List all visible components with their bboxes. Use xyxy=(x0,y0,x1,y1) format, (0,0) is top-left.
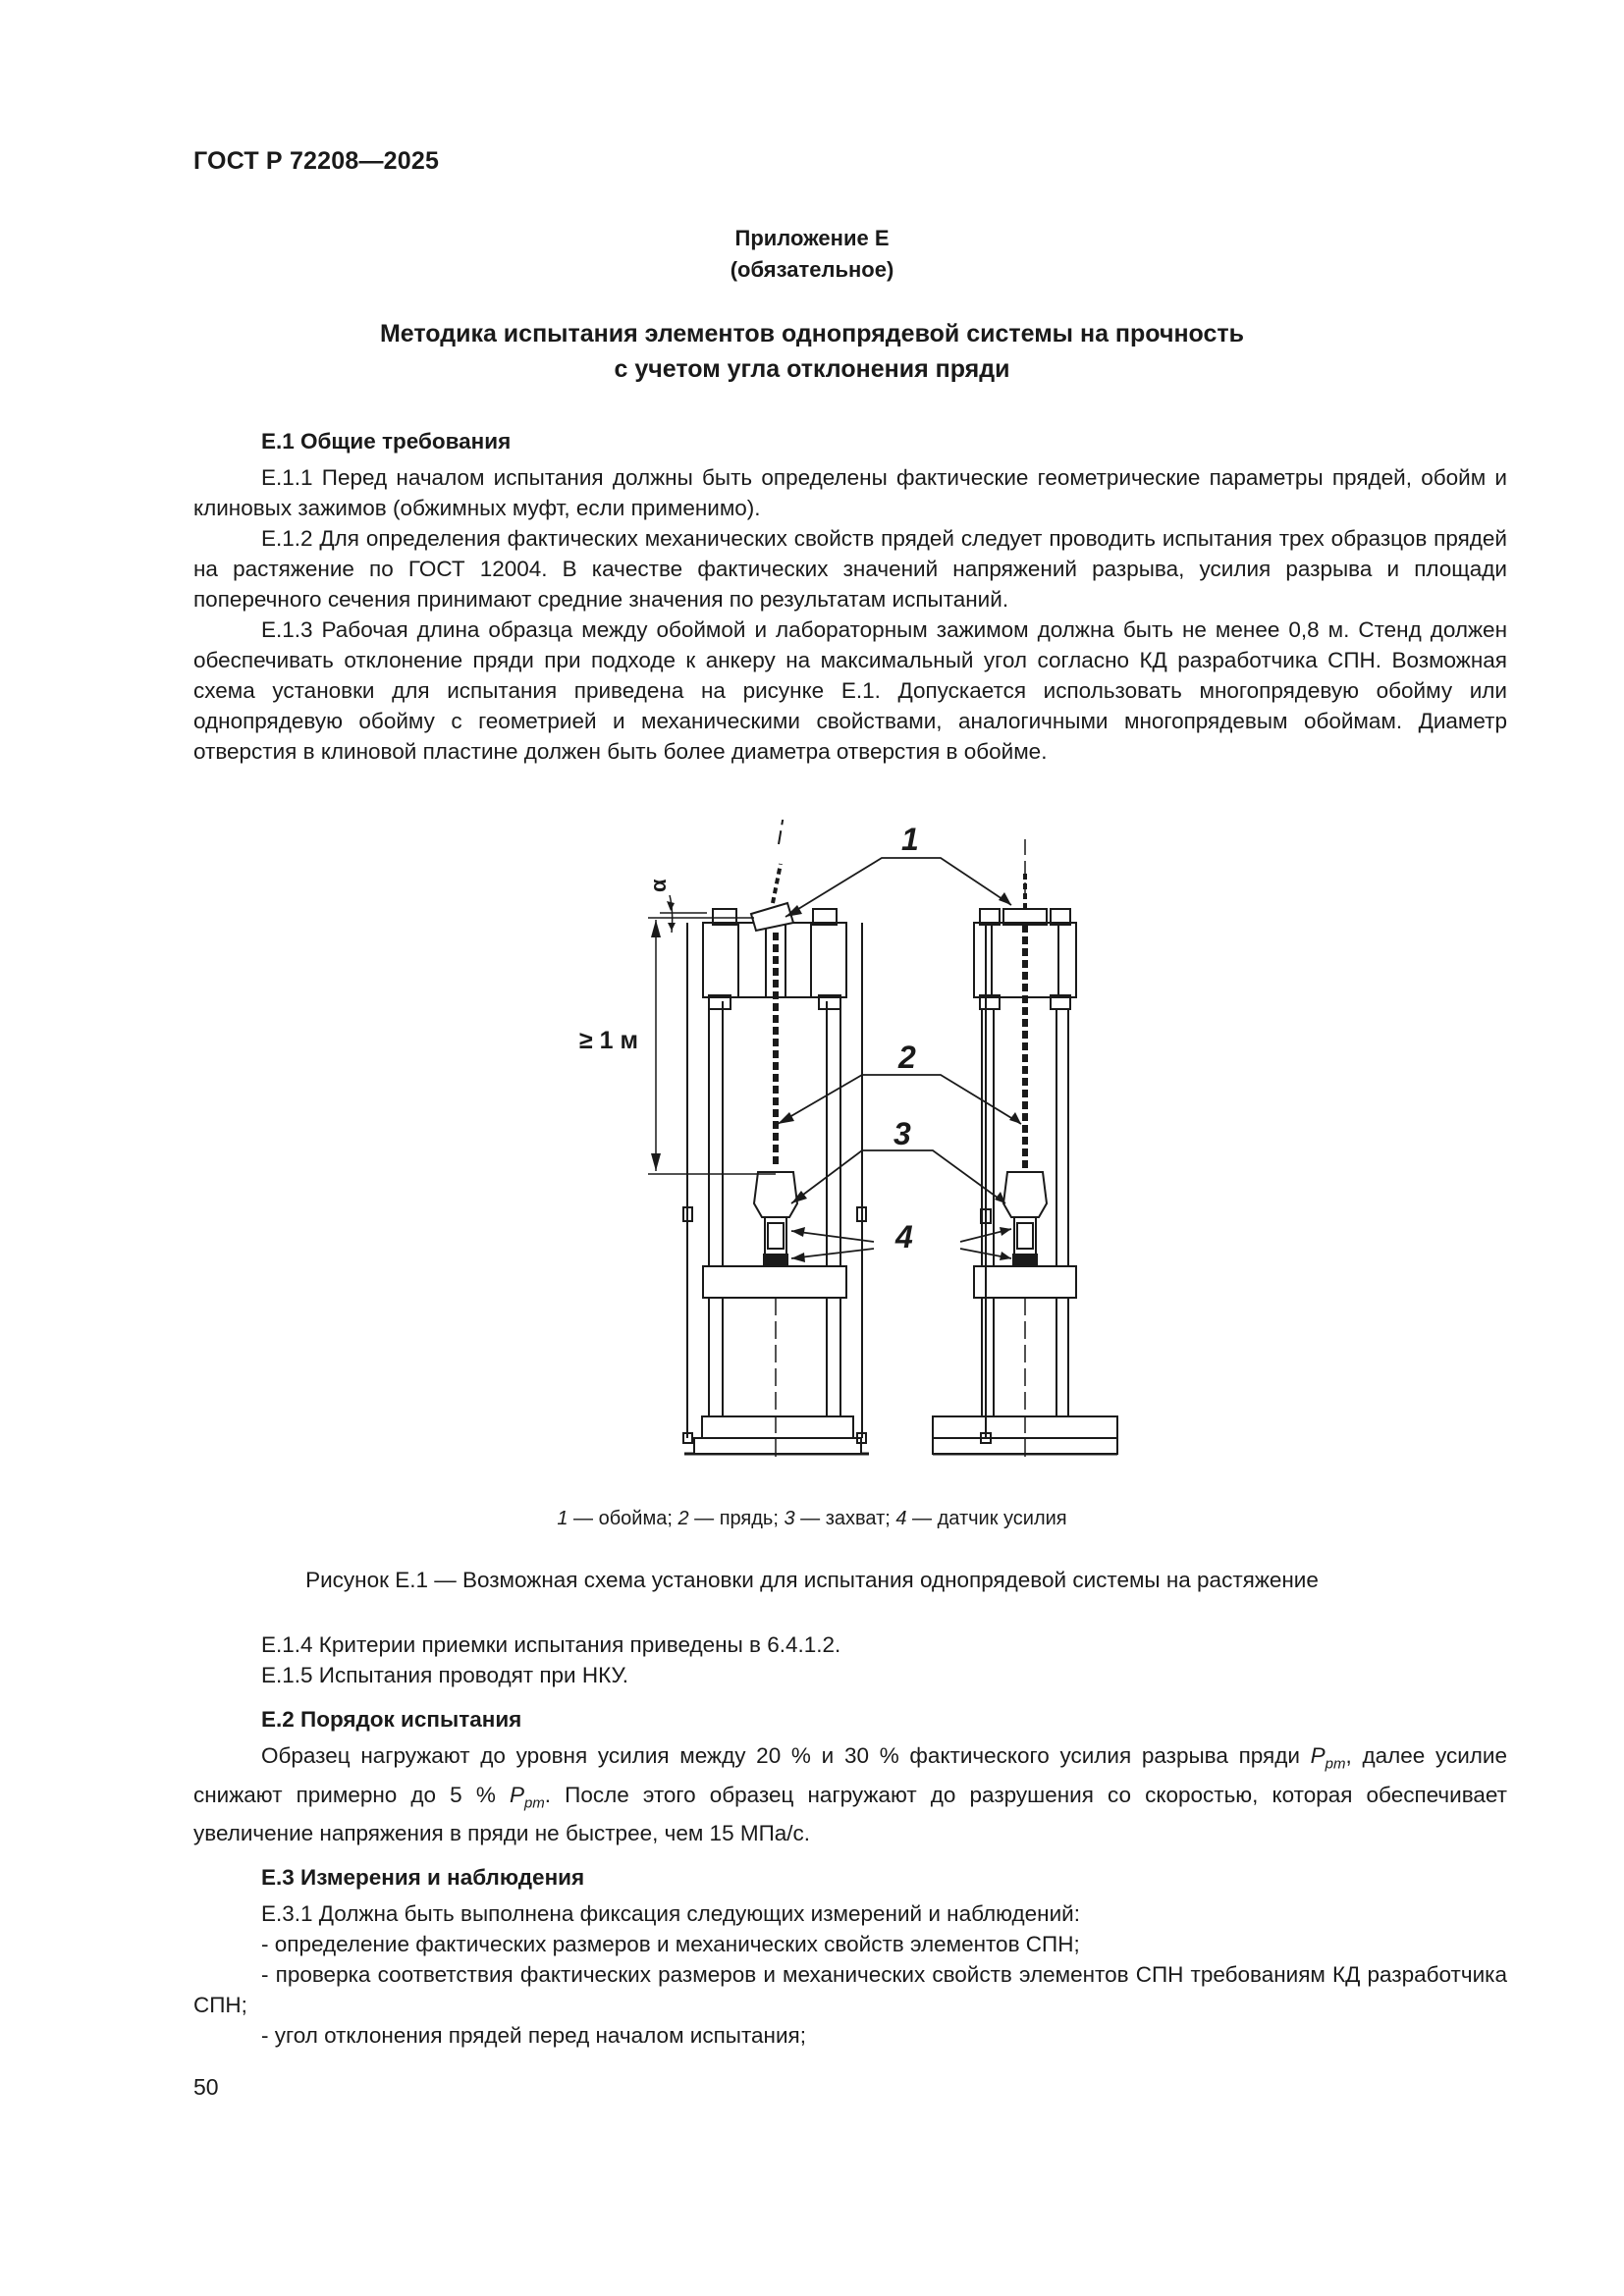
left-test-rig xyxy=(683,820,869,1463)
legend-text: — обойма; xyxy=(568,1508,678,1529)
length-dimension xyxy=(648,895,776,1174)
symbol-p: P xyxy=(1310,1743,1326,1768)
paragraph-test-procedure xyxy=(193,1740,1507,1848)
main-title-line-1: Методика испытания элементов однопрядевой системы на прочность xyxy=(379,320,1245,347)
angle-alpha-label: α xyxy=(646,879,671,892)
figure-test-setup-diagram xyxy=(569,820,1119,1468)
page-number: 50 xyxy=(193,2074,219,2100)
paragraph-e-1-4: Е.1.4 Критерии приемки испытания приведены в 6.4.1.2. xyxy=(261,1632,841,1657)
appendix-title: Приложение Е xyxy=(734,226,890,250)
legend-number: 1 xyxy=(557,1508,568,1529)
text-run: Образец нагружают до уровня усилия между 20 % и 30 % фактического усилия разрыва пряди xyxy=(261,1743,1311,1768)
text-run: . После этого образец нагружают до разрушения со скоростью, которая обеспечивает увеличение напряжения в пряди не быстрее, чем 15 МПа/с. xyxy=(193,1782,1507,1845)
list-item: - угол отклонения прядей перед началом испытания; xyxy=(261,2023,806,2048)
legend-text: — датчик усилия xyxy=(906,1508,1067,1529)
appendix-status: (обязательное) xyxy=(730,257,894,282)
text-run: , далее усилие снижают примерно до 5 % xyxy=(193,1743,1507,1807)
section-heading-test-procedure: Е.2 Порядок испытания xyxy=(261,1707,522,1732)
callout-number-1: 1 xyxy=(901,822,919,857)
document-code: ГОСТ Р 72208—2025 xyxy=(193,147,440,175)
paragraph-e-1-5: Е.1.5 Испытания проводят при НКУ. xyxy=(261,1663,629,1687)
appendix-main-title xyxy=(0,316,1624,387)
section-continued xyxy=(193,1629,1507,2051)
legend-text: — захват; xyxy=(794,1508,896,1529)
right-test-rig xyxy=(933,839,1117,1463)
figure-caption: Рисунок Е.1 — Возможная схема установки для испытания однопрядевой системы на растяжение xyxy=(305,1568,1319,1592)
list-item: - проверка соответствия фактических размеров и механических свойств элементов СПН требованиям КД разработчика СПН; xyxy=(193,1962,1507,2017)
section-heading: Е.1 Общие требования xyxy=(261,429,512,454)
length-label: ≥ 1 м xyxy=(579,1027,639,1054)
paragraph-e-3-1: Е.3.1 Должна быть выполнена фиксация следующих измерений и наблюдений: xyxy=(261,1901,1080,1926)
legend-number: 4 xyxy=(895,1508,907,1529)
legend-number: 2 xyxy=(677,1508,689,1529)
callout-number-4: 4 xyxy=(895,1219,913,1255)
legend-text: — прядь; xyxy=(688,1508,785,1529)
list-item: - определение фактических размеров и механических свойств элементов СПН; xyxy=(261,1932,1080,1956)
symbol-p: P xyxy=(509,1782,524,1807)
paragraph-e-1-2: Е.1.2 Для определения фактических механических свойств прядей следует проводить испытания трех образцов прядей на растяжение по ГОСТ 12004. В качестве фактических значений напряжений разрыва, усилия разрыва и площади поперечного сечения принимают средние значения по результатам испытаний. xyxy=(193,526,1507,612)
section-general-requirements xyxy=(193,426,1507,767)
symbol-subscript: pm xyxy=(1325,1755,1346,1773)
callout-number-3: 3 xyxy=(893,1116,911,1151)
legend-number: 3 xyxy=(784,1508,795,1529)
callout-number-2: 2 xyxy=(898,1040,916,1075)
main-title-line-2: с учетом угла отклонения пряди xyxy=(614,355,1010,383)
section-heading-measurements: Е.3 Измерения и наблюдения xyxy=(261,1865,585,1890)
symbol-subscript: pm xyxy=(523,1794,545,1811)
paragraph-e-1-3: Е.1.3 Рабочая длина образца между обоймой и лабораторным зажимом должна быть не менее 0,8 м. Стенд должен обеспечивать отклонение пряди при подходе к анкеру на максимальный угол согласно КД разработчика СПН. Возможная схема установки для испытания приведена на рисунке Е.1. Допускается использовать многопрядевую обойму или однопрядевую обойму с геометрией и механическими свойствами, аналогичными многопрядевым обоймам. Диаметр отверстия в клиновой пластине должен быть более диаметра отверстия в обойме. xyxy=(193,617,1507,764)
figure-legend xyxy=(0,1508,1624,1530)
paragraph-e-1-1: Е.1.1 Перед началом испытания должны быть определены фактические геометрические параметры прядей, обойм и клиновых зажимов (обжимных муфт, если применимо). xyxy=(193,465,1507,520)
